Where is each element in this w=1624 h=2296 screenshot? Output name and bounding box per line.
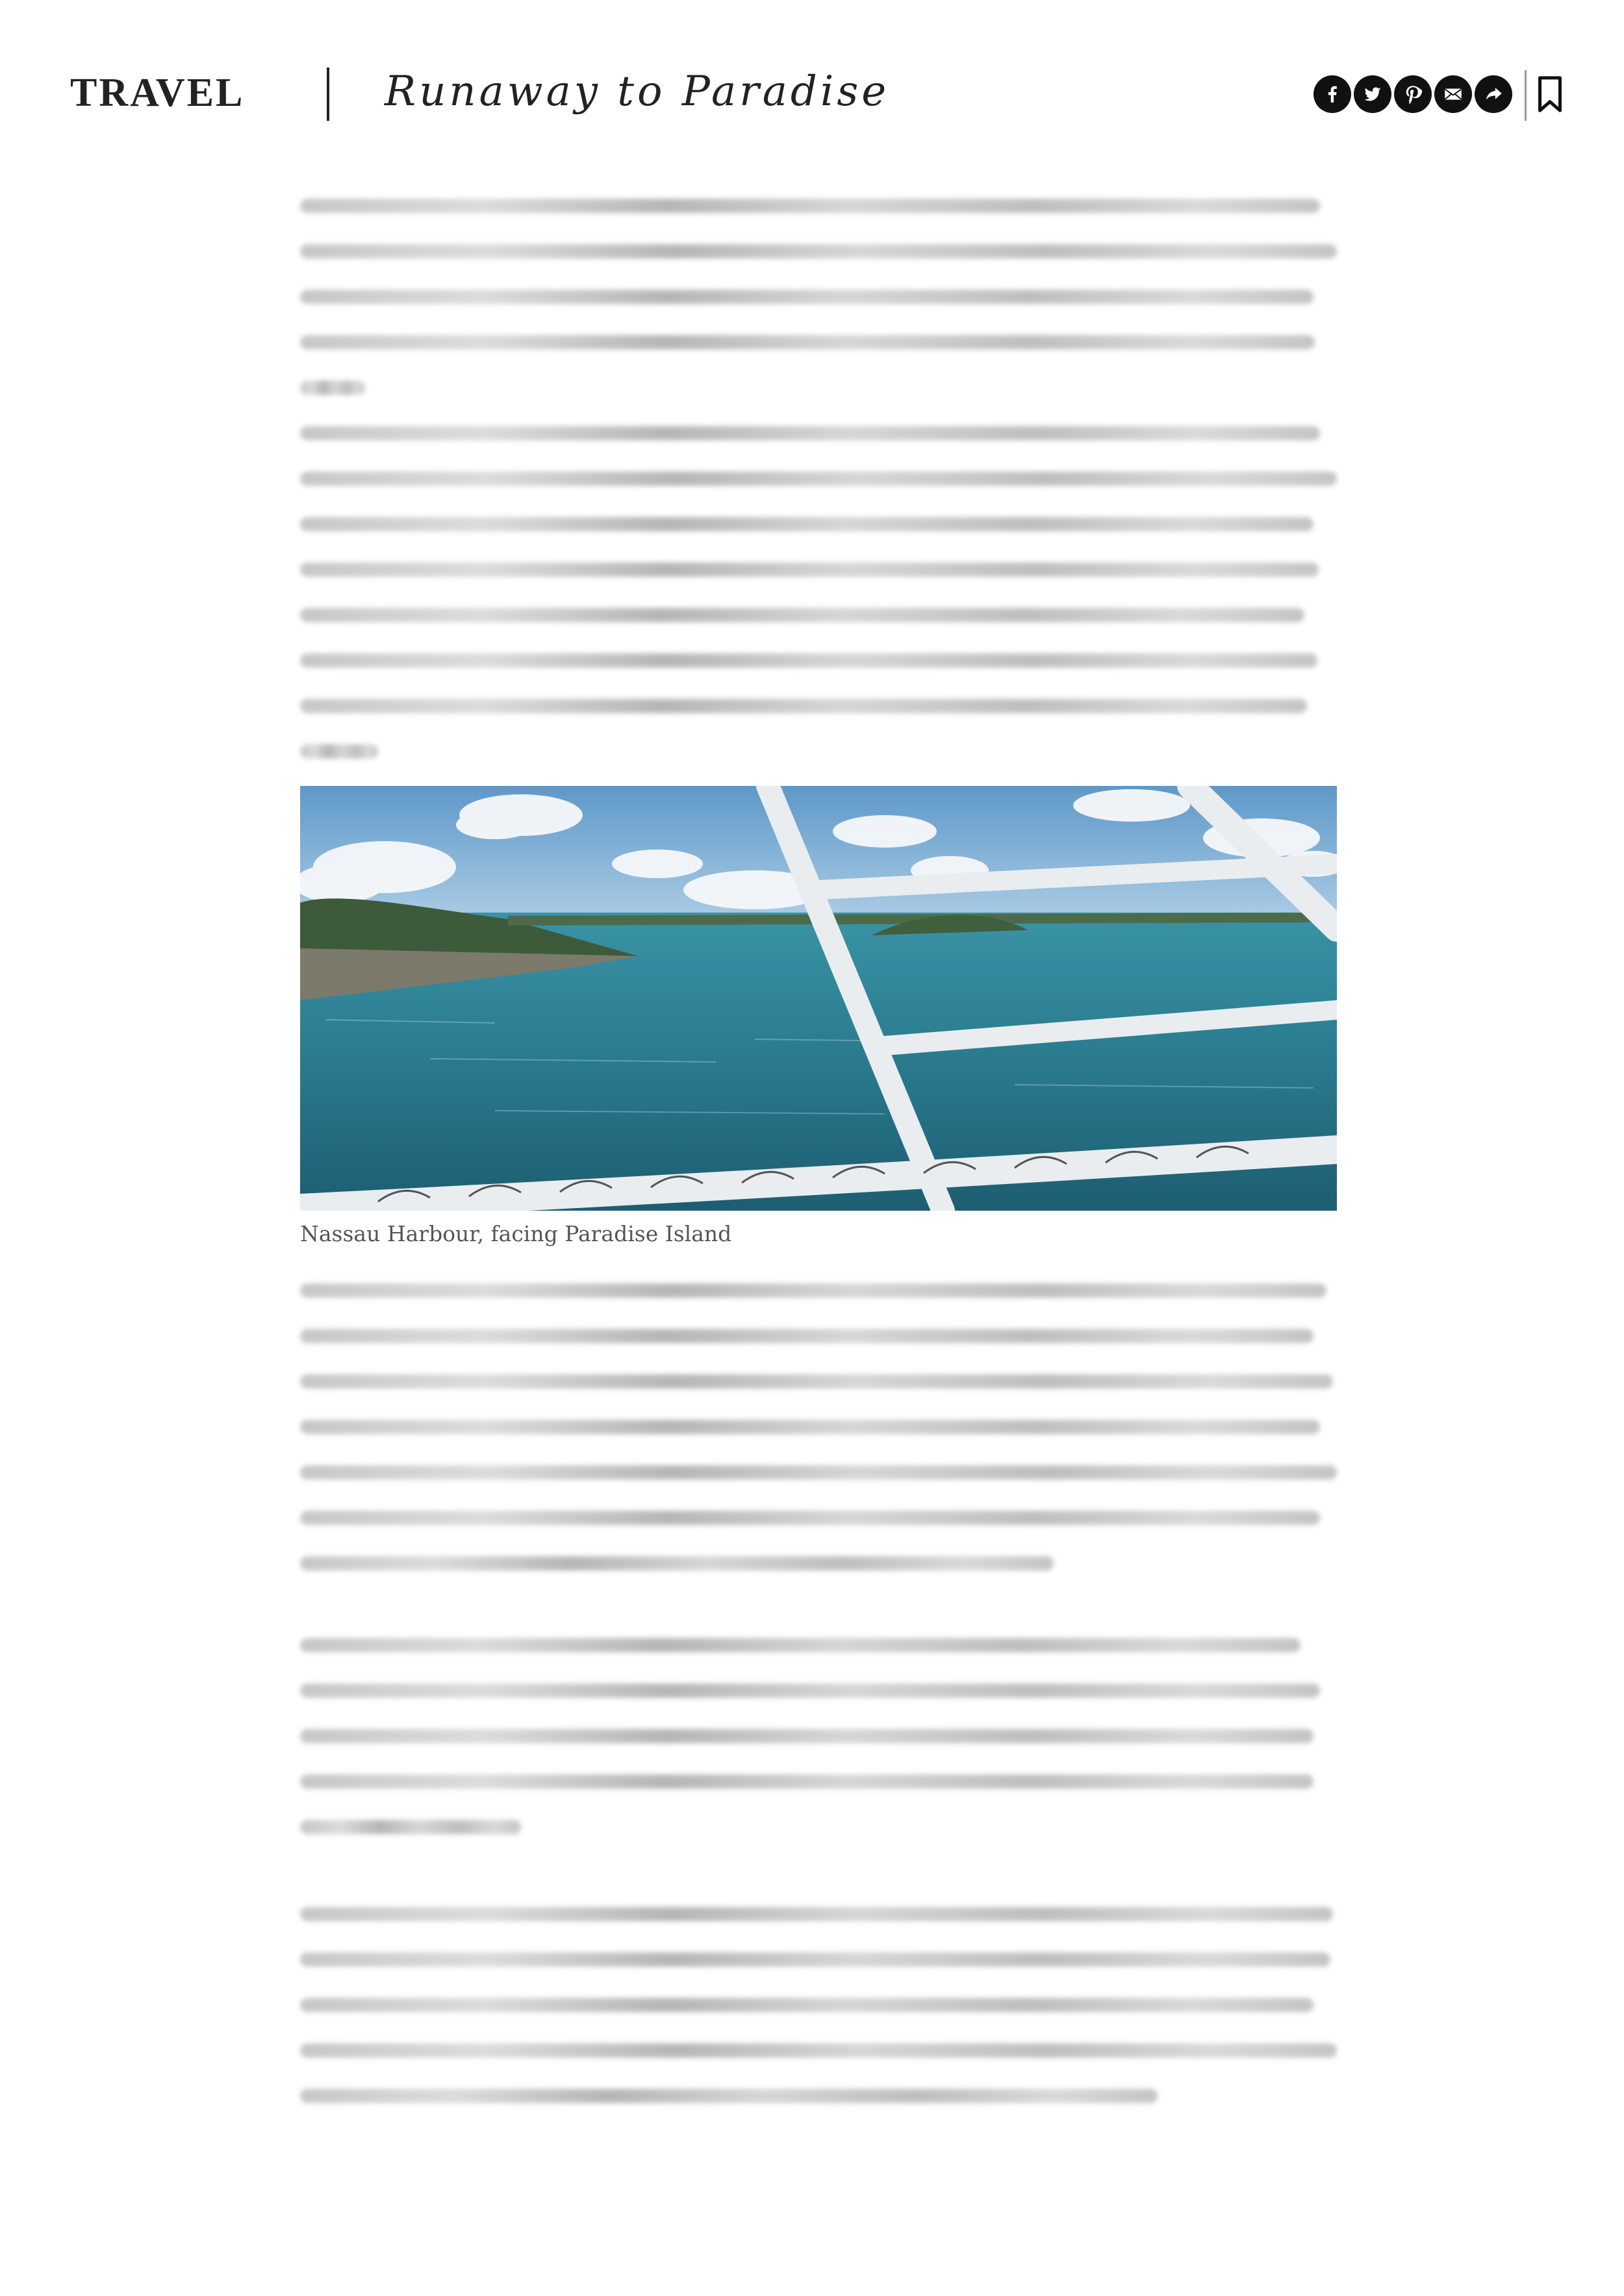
redacted-line bbox=[300, 381, 365, 395]
redacted-line bbox=[300, 1638, 1300, 1652]
redacted-line bbox=[300, 1329, 1313, 1343]
redacted-line bbox=[300, 1684, 1320, 1698]
redacted-line bbox=[300, 1907, 1333, 1921]
redacted-line bbox=[300, 1729, 1313, 1743]
facebook-icon bbox=[1321, 83, 1343, 105]
redacted-line bbox=[300, 517, 1313, 531]
redacted-line bbox=[300, 1998, 1313, 2012]
redacted-line bbox=[300, 744, 378, 759]
redacted-line bbox=[300, 199, 1320, 213]
redacted-line bbox=[300, 1420, 1320, 1434]
redacted-paragraph-1 bbox=[300, 195, 1337, 760]
redacted-line bbox=[300, 1774, 1313, 1789]
redacted-line bbox=[300, 335, 1315, 349]
redacted-line bbox=[300, 1283, 1326, 1298]
redacted-line bbox=[300, 653, 1317, 668]
redacted-line bbox=[300, 290, 1313, 304]
facebook-share-button[interactable] bbox=[1313, 75, 1351, 113]
redacted-line bbox=[300, 426, 1320, 440]
redacted-line bbox=[300, 244, 1337, 259]
redacted-line bbox=[300, 1820, 521, 1834]
share-divider bbox=[1525, 70, 1527, 121]
redacted-line bbox=[300, 1374, 1333, 1389]
twitter-icon bbox=[1362, 83, 1384, 105]
redacted-line bbox=[300, 1511, 1320, 1525]
twitter-share-button[interactable] bbox=[1354, 75, 1391, 113]
redacted-line bbox=[300, 1556, 1054, 1571]
redacted-paragraph-3 bbox=[300, 1632, 1337, 1846]
redacted-paragraph-4 bbox=[300, 1900, 1337, 2115]
redacted-line bbox=[300, 608, 1304, 622]
share-icon bbox=[1482, 83, 1504, 105]
harbour-image bbox=[300, 786, 1337, 1211]
pinterest-icon bbox=[1402, 83, 1424, 105]
bookmark-icon[interactable] bbox=[1536, 75, 1564, 113]
article-header bbox=[0, 0, 1624, 195]
harbour-photo bbox=[300, 786, 1337, 1211]
redacted-paragraph-2 bbox=[300, 1273, 1337, 1572]
redacted-line bbox=[300, 2089, 1158, 2103]
email-share-button[interactable] bbox=[1434, 75, 1472, 113]
redacted-line bbox=[300, 562, 1319, 577]
share-button[interactable] bbox=[1475, 75, 1512, 113]
section-label[interactable]: TRAVEL bbox=[70, 71, 245, 115]
redacted-line bbox=[300, 472, 1337, 486]
redacted-line bbox=[300, 1952, 1330, 1967]
redacted-line bbox=[300, 1465, 1337, 1480]
photo-caption: Nassau Harbour, facing Paradise Island bbox=[300, 1221, 732, 1246]
pinterest-share-button[interactable] bbox=[1394, 75, 1432, 113]
article-title: Runaway to Paradise bbox=[385, 68, 890, 116]
redacted-line bbox=[300, 2043, 1337, 2058]
header-divider bbox=[327, 68, 329, 121]
email-icon bbox=[1442, 83, 1464, 105]
redacted-line bbox=[300, 699, 1307, 713]
